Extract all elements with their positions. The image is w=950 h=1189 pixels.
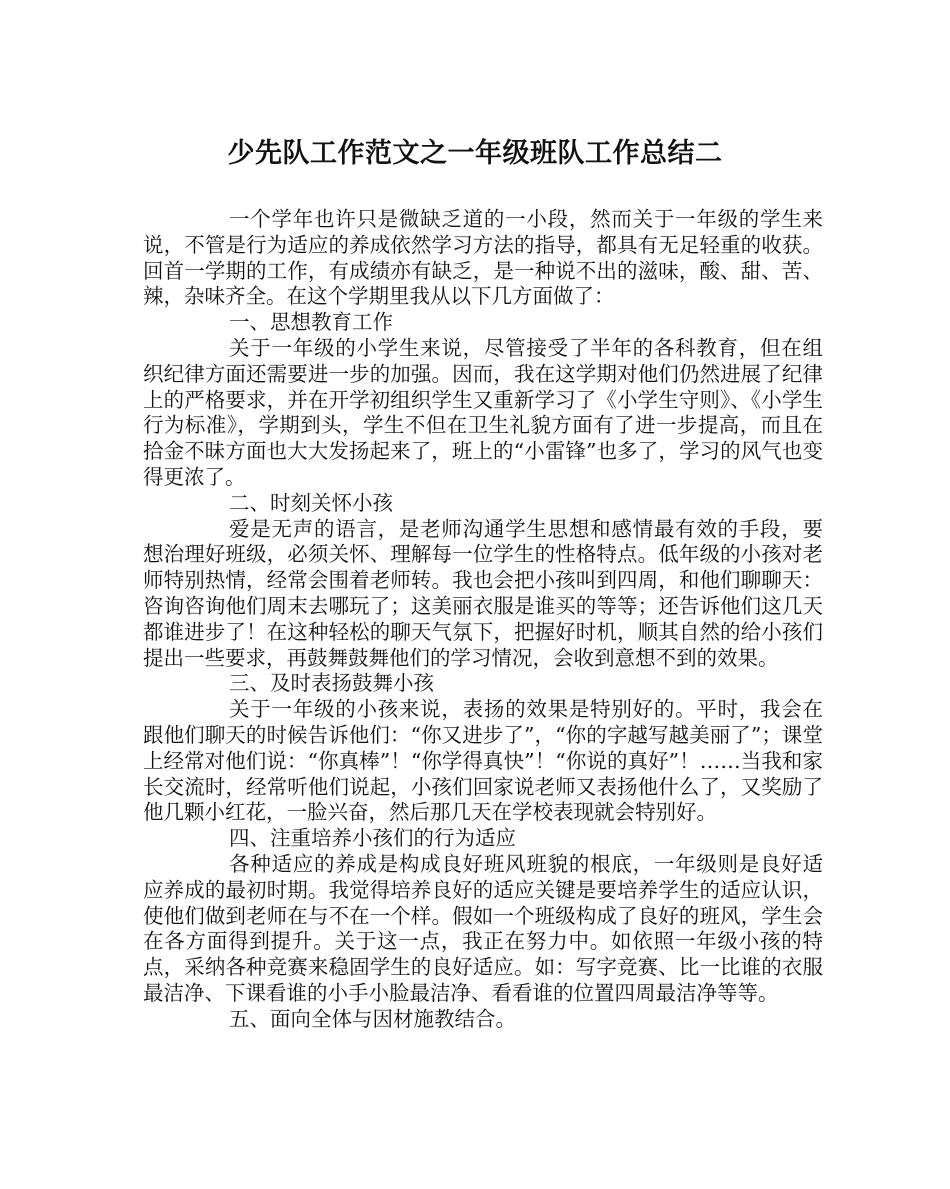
paragraph-section-2: 爱是无声的语言，是老师沟通学生思想和感情最有效的手段，要想治理好班级，必须关怀、理解每一位学生的性格特点。低年级的小孩对老师特别热情，经常会围着老师转。我也会把小孩叫到四周，和他们聊聊天：咨询咨询他们周末去哪玩了；这美丽衣服是谁买的等等；还告诉他们这几天都谁进步了！在这种轻松的聊天气氛下，把握好时机，顺其自然的给小孩们提出一些要求，再鼓舞鼓舞他们的学习情况，会收到意想不到的效果。	[143, 516, 823, 670]
section-heading-1: 一、思想教育工作	[229, 310, 393, 335]
section-heading-3: 三、及时表扬鼓舞小孩	[229, 671, 434, 696]
document-body	[143, 207, 823, 1033]
paragraph-section-3: 关于一年级的小孩来说，表扬的效果是特别好的。平时，我会在跟他们聊天的时候告诉他们：“你又进步了”，“你的字越写越美丽了”；课堂上经常对他们说：“你真棒”！“你学得真快”！“你说的真好”！……当我和家长交流时，经常听他们说起，小孩们回家说老师又表扬他什么了，又奖励了他几颗小红花，一脸兴奋，然后那几天在学校表现就会特别好。	[143, 697, 823, 825]
section-heading-4: 四、注重培养小孩们的行为适应	[229, 826, 516, 851]
document-title: 少先队工作范文之一年级班队工作总结二	[227, 138, 723, 169]
paragraph-intro: 一个学年也许只是微缺乏道的一小段，然而关于一年级的学生来说，不管是行为适应的养成依然学习方法的指导，都具有无足轻重的收获。回首一学期的工作，有成绩亦有缺乏，是一种说不出的滋味，酸、甜、苦、辣，杂味齐全。在这个学期里我从以下几方面做了：	[143, 207, 823, 309]
paragraph-section-4: 各种适应的养成是构成良好班风班貌的根底，一年级则是良好适应养成的最初时期。我觉得培养良好的适应关键是要培养学生的适应认识，使他们做到老师在与不在一个样。假如一个班级构成了良好的班风，学生会在各方面得到提升。关于这一点，我正在努力中。如依照一年级小孩的特点，采纳各种竞赛来稳固学生的良好适应。如：写字竞赛、比一比谁的衣服最洁净、下课看谁的小手小脸最洁净、看看谁的位置四周最洁净等等。	[143, 851, 823, 1005]
section-heading-5: 五、面向全体与因材施教结合。	[229, 1006, 516, 1031]
paragraph-section-1: 关于一年级的小学生来说，尽管接受了半年的各科教育，但在组织纪律方面还需要进一步的加强。因而，我在这学期对他们仍然进展了纪律上的严格要求，并在开学初组织学生又重新学习了《小学生守则》、《小学生行为标准》，学期到头，学生不但在卫生礼貌方面有了进一步提高，而且在拾金不昧方面也大大发扬起来了，班上的“小雷锋”也多了，学习的风气也变得更浓了。	[143, 335, 823, 489]
section-heading-2: 二、时刻关怀小孩	[229, 490, 393, 515]
